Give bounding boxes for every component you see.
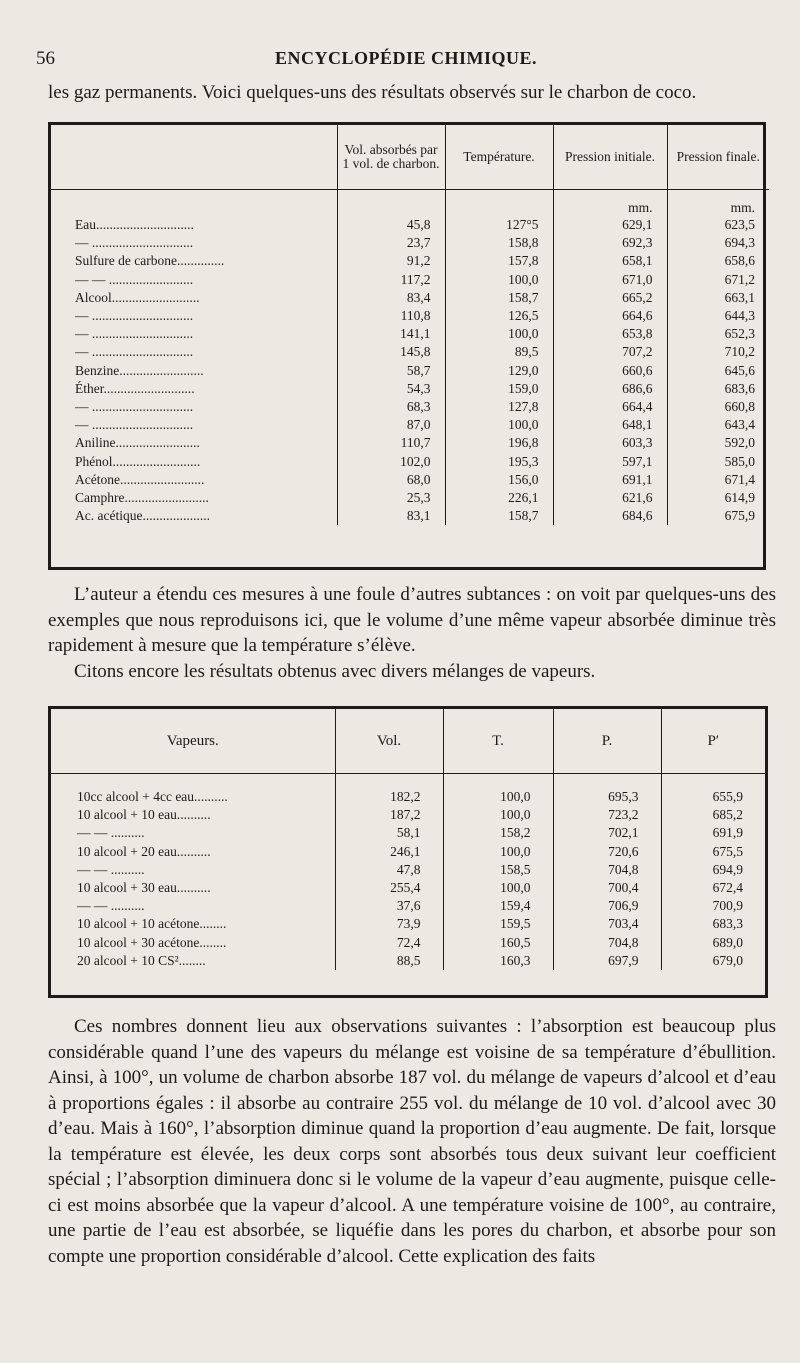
table2-value-cell: 704,8 — [553, 934, 661, 952]
table1-value-cell: 692,3 — [553, 234, 667, 252]
table1-row — [51, 234, 769, 252]
table2-label-cell: 10cc alcool + 4cc eau.......... — [77, 789, 228, 804]
table1-unit: mm. — [667, 190, 769, 217]
table1-label-cell: — .............................. — [75, 417, 194, 433]
table1-value-cell: 117,2 — [337, 271, 445, 289]
table1-value-cell: 707,2 — [553, 343, 667, 361]
table1-value-cell: 671,2 — [667, 271, 769, 289]
table2-value-cell: 100,0 — [443, 774, 553, 807]
table2-value-cell: 700,9 — [661, 897, 765, 915]
table1-row — [51, 453, 769, 471]
table2-value-cell: 158,2 — [443, 824, 553, 842]
table2-value-cell: 88,5 — [335, 952, 443, 970]
table2-value-cell: 672,4 — [661, 879, 765, 897]
table1-value-cell: 127,8 — [445, 398, 553, 416]
table1-unit — [445, 190, 553, 217]
table2-value-cell: 685,2 — [661, 806, 765, 824]
page-number: 56 — [36, 48, 55, 69]
table2-value-cell: 100,0 — [443, 879, 553, 897]
intro-paragraph: les gaz permanents. Voici quelques-uns des résultats observés sur le charbon de coco. — [48, 82, 697, 103]
table2-value-cell: 689,0 — [661, 934, 765, 952]
table1-header-final-pressure: Pression finale. — [667, 125, 769, 190]
table1-value-cell: 129,0 — [445, 362, 553, 380]
table1-header-temperature: Température. — [445, 125, 553, 190]
table1-value-cell: 648,1 — [553, 416, 667, 434]
table2-row — [51, 843, 765, 861]
table1-row — [51, 343, 769, 361]
table2-value-cell: 679,0 — [661, 952, 765, 970]
closing-paragraph-text: Ces nombres donnent lieu aux observations suivantes : l’absorption est beaucoup plus considérable quand l’une des vapeurs du mélange est voisine de sa température d’ébullition. Ainsi, à 100°, un volume de charbon absorbe 187 vol. du mélange de vapeurs d’alcool et d’eau à proportions égales : il absorbe au contraire 255 vol. du mélange de 10 vol. d’alcool avec 30 d’eau. Mais à 160°, l’absorption diminue quand la proportion d’eau augmente. De fait, lorsque la température est élevée, les deux corps sont absorbés tous deux suivant leur coefficient spécial ; l’absorption diminuera donc si le volume de la vapeur d’eau augmente, puisque celle-ci est moins absorbée que la vapeur d’alcool. A une température voisine de 100°, au contraire, une partie de l’eau est absorbée, se liquéfie dans les pores du charbon, et absorbe pour son compte une proportion considérable d’alcool. Cette explication des faits — [48, 1016, 776, 1267]
table1-value-cell: 664,4 — [553, 398, 667, 416]
table2-value-cell: 100,0 — [443, 806, 553, 824]
table2-value-cell: 160,3 — [443, 952, 553, 970]
middle-paragraph-text: L’auteur a étendu ces mesures à une foule d’autres subtances : on voit par quelques-uns des exemples que nous reproduisons ici, que le volume d’une même vapeur absorbée diminue très rapidement à mesure que la température s’élève. — [48, 584, 776, 656]
table2-row — [51, 774, 765, 807]
table2-value-cell: 697,9 — [553, 952, 661, 970]
table1-value-cell: 110,7 — [337, 434, 445, 452]
table2-value-cell: 246,1 — [335, 843, 443, 861]
table1-value-cell: 141,1 — [337, 325, 445, 343]
table1-value-cell: 686,6 — [553, 380, 667, 398]
table2-value-cell: 72,4 — [335, 934, 443, 952]
table1-value-cell: 660,6 — [553, 362, 667, 380]
table1-row — [51, 489, 769, 507]
table1-row — [51, 271, 769, 289]
table1-value-cell: 653,8 — [553, 325, 667, 343]
absorption-table — [48, 122, 766, 570]
table1-label-cell: — .............................. — [75, 399, 194, 415]
table2-value-cell: 703,4 — [553, 915, 661, 933]
table1-value-cell: 159,0 — [445, 380, 553, 398]
table1-label-cell: Ac. acétique.................... — [75, 508, 210, 524]
table1-value-cell: 83,1 — [337, 507, 445, 525]
table2-row — [51, 879, 765, 897]
table2-value-cell: 47,8 — [335, 861, 443, 879]
table1-value-cell: 658,1 — [553, 252, 667, 270]
table2-value-cell: 706,9 — [553, 897, 661, 915]
closing-paragraph — [48, 1014, 776, 1269]
table2-header-vapors: Vapeurs. — [51, 709, 335, 774]
table2-value-cell: 723,2 — [553, 806, 661, 824]
table2-value-cell: 255,4 — [335, 879, 443, 897]
table1-label-cell: — .............................. — [75, 308, 194, 324]
mixture-table — [48, 706, 768, 998]
table2-value-cell: 160,5 — [443, 934, 553, 952]
table1-value-cell: 158,7 — [445, 507, 553, 525]
table1-value-cell: 597,1 — [553, 453, 667, 471]
table1-label-cell: Sulfure de carbone.............. — [75, 253, 225, 269]
table1-value-cell: 58,7 — [337, 362, 445, 380]
table2-value-cell: 182,2 — [335, 774, 443, 807]
table1-value-cell: 91,2 — [337, 252, 445, 270]
table2-row — [51, 897, 765, 915]
table1-row — [51, 416, 769, 434]
table2-label-cell: 10 alcool + 30 acétone........ — [77, 934, 227, 950]
table2-header-final-pressure: P′ — [661, 709, 765, 774]
table1-value-cell: 87,0 — [337, 416, 445, 434]
table2-header-volume: Vol. — [335, 709, 443, 774]
table2-value-cell: 683,3 — [661, 915, 765, 933]
table1-header-substance — [51, 125, 337, 190]
table1-value-cell: 694,3 — [667, 234, 769, 252]
table2-label-cell: 10 alcool + 30 eau.......... — [77, 880, 211, 896]
table1-value-cell: 665,2 — [553, 289, 667, 307]
table1-units-row — [51, 190, 769, 217]
middle-paragraph-text-2: Citons encore les résultats obtenus avec divers mélanges de vapeurs. — [74, 660, 596, 682]
table2-row — [51, 934, 765, 952]
table2-header-temperature: T. — [443, 709, 553, 774]
table2-label-cell: 10 alcool + 10 eau.......... — [77, 807, 211, 823]
table1-value-cell: 157,8 — [445, 252, 553, 270]
table1-row — [51, 434, 769, 452]
table1-value-cell: 644,3 — [667, 307, 769, 325]
table2-value-cell: 73,9 — [335, 915, 443, 933]
table1-value-cell: 83,4 — [337, 289, 445, 307]
table1-row — [51, 325, 769, 343]
table1-value-cell: 68,3 — [337, 398, 445, 416]
table1-value-cell: 100,0 — [445, 325, 553, 343]
table1-value-cell: 683,6 — [667, 380, 769, 398]
table1-value-cell: 652,3 — [667, 325, 769, 343]
table2-value-cell: 704,8 — [553, 861, 661, 879]
table1-value-cell: 226,1 — [445, 489, 553, 507]
table1-row — [51, 471, 769, 489]
table2-value-cell: 187,2 — [335, 806, 443, 824]
table2-value-cell: 675,5 — [661, 843, 765, 861]
table1-unit — [51, 190, 337, 217]
table1-value-cell: 643,4 — [667, 416, 769, 434]
table2-label-cell: — — .......... — [77, 825, 145, 841]
table1-label-cell: Acétone......................... — [75, 471, 205, 487]
table1-row — [51, 398, 769, 416]
table1-label-cell: Alcool.......................... — [75, 289, 200, 305]
table2-value-cell: 720,6 — [553, 843, 661, 861]
table1-value-cell: 145,8 — [337, 343, 445, 361]
table1-label-cell: Éther........................... — [75, 380, 195, 396]
table2-value-cell: 702,1 — [553, 824, 661, 842]
table1-value-cell: 658,6 — [667, 252, 769, 270]
table2-value-cell: 700,4 — [553, 879, 661, 897]
table1-value-cell: 592,0 — [667, 434, 769, 452]
running-head — [36, 48, 776, 72]
table2-value-cell: 158,5 — [443, 861, 553, 879]
table2-value-cell: 159,4 — [443, 897, 553, 915]
table1-value-cell: 645,6 — [667, 362, 769, 380]
table1-value-cell: 691,1 — [553, 471, 667, 489]
table2-label-cell: 20 alcool + 10 CS²........ — [77, 952, 206, 968]
table2-value-cell: 655,9 — [661, 774, 765, 807]
table1-value-cell: 710,2 — [667, 343, 769, 361]
table2-value-cell: 694,9 — [661, 861, 765, 879]
table2-value-cell: 691,9 — [661, 824, 765, 842]
table1-header-volume: Vol. absorbés par 1 vol. de charbon. — [337, 125, 445, 190]
running-title: ENCYCLOPÉDIE CHIMIQUE. — [274, 48, 538, 68]
table2-value-cell: 100,0 — [443, 843, 553, 861]
table1-value-cell: 89,5 — [445, 343, 553, 361]
table1-value-cell: 54,3 — [337, 380, 445, 398]
table2-value-cell: 159,5 — [443, 915, 553, 933]
table1-value-cell: 23,7 — [337, 234, 445, 252]
table2-value-cell: 37,6 — [335, 897, 443, 915]
table1-row — [51, 507, 769, 525]
table1-label-cell: Camphre......................... — [75, 490, 209, 506]
table1-row — [51, 216, 769, 234]
table1-unit: mm. — [553, 190, 667, 217]
table1-value-cell: 25,3 — [337, 489, 445, 507]
table2-row — [51, 915, 765, 933]
table1-label-cell: Eau............................. — [75, 217, 194, 232]
table2-value-cell: 58,1 — [335, 824, 443, 842]
table1-value-cell: 68,0 — [337, 471, 445, 489]
table1-label-cell: Aniline......................... — [75, 435, 200, 451]
table1-label-cell: Phénol.......................... — [75, 453, 201, 469]
table1-value-cell: 100,0 — [445, 416, 553, 434]
table1-value-cell: 100,0 — [445, 271, 553, 289]
table2-row — [51, 952, 765, 970]
table1-value-cell: 126,5 — [445, 307, 553, 325]
table2-label-cell: 10 alcool + 20 eau.......... — [77, 843, 211, 859]
table2-row — [51, 824, 765, 842]
table2-label-cell: 10 alcool + 10 acétone........ — [77, 916, 227, 932]
table2-row — [51, 861, 765, 879]
table1-value-cell: 158,7 — [445, 289, 553, 307]
table1-label-cell: — — ......................... — [75, 271, 194, 287]
table1-row — [51, 380, 769, 398]
table1-value-cell: 102,0 — [337, 453, 445, 471]
table2-header-row — [51, 709, 765, 774]
table1-value-cell: 158,8 — [445, 234, 553, 252]
table1-value-cell: 127°5 — [445, 216, 553, 234]
table1-value-cell: 623,5 — [667, 216, 769, 234]
table1-value-cell: 585,0 — [667, 453, 769, 471]
table1-value-cell: 621,6 — [553, 489, 667, 507]
table1-value-cell: 660,8 — [667, 398, 769, 416]
table1-value-cell: 684,6 — [553, 507, 667, 525]
table1-row — [51, 252, 769, 270]
table1-value-cell: 110,8 — [337, 307, 445, 325]
table2-label-cell: — — .......... — [77, 898, 145, 914]
table1-value-cell: 45,8 — [337, 216, 445, 234]
table1-value-cell: 196,8 — [445, 434, 553, 452]
table1-label-cell: Benzine......................... — [75, 362, 204, 378]
table2-label-cell: — — .......... — [77, 861, 145, 877]
table1-value-cell: 675,9 — [667, 507, 769, 525]
table1-value-cell: 156,0 — [445, 471, 553, 489]
table1-row — [51, 289, 769, 307]
table1-value-cell: 603,3 — [553, 434, 667, 452]
table1-header-row — [51, 125, 769, 190]
table1-row — [51, 362, 769, 380]
table2-row — [51, 806, 765, 824]
table1-unit — [337, 190, 445, 217]
table1-label-cell: — .............................. — [75, 326, 194, 342]
table1-value-cell: 614,9 — [667, 489, 769, 507]
table1-label-cell: — .............................. — [75, 235, 194, 251]
table1-value-cell: 629,1 — [553, 216, 667, 234]
table1-row — [51, 307, 769, 325]
table1-value-cell: 671,4 — [667, 471, 769, 489]
table1-value-cell: 195,3 — [445, 453, 553, 471]
table1-header-initial-pressure: Pression initiale. — [553, 125, 667, 190]
table2-value-cell: 695,3 — [553, 774, 661, 807]
table1-value-cell: 671,0 — [553, 271, 667, 289]
middle-paragraph — [48, 582, 776, 684]
table1-value-cell: 663,1 — [667, 289, 769, 307]
table1-label-cell: — .............................. — [75, 344, 194, 360]
table2-header-pressure: P. — [553, 709, 661, 774]
table1-value-cell: 664,6 — [553, 307, 667, 325]
